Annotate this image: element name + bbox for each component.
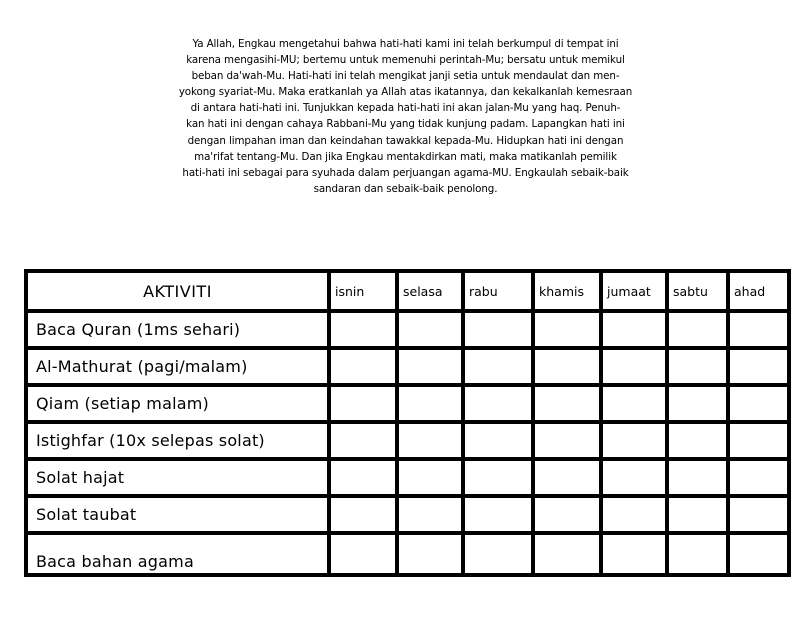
checkbox-cell[interactable] <box>533 385 601 422</box>
checkbox-cell[interactable] <box>329 422 397 459</box>
checkbox-cell[interactable] <box>667 459 728 496</box>
activity-column-header: AKTIVITI <box>26 271 329 311</box>
day-header-khamis: khamis <box>533 271 601 311</box>
checkbox-cell[interactable] <box>397 533 463 575</box>
checkbox-cell[interactable] <box>601 385 667 422</box>
checkbox-cell[interactable] <box>329 311 397 348</box>
prayer-line: hati-hati ini sebagai para syuhada dalam perjuangan agama-MU. Engkaulah sebaik-baik <box>182 166 629 179</box>
checkbox-cell[interactable] <box>533 459 601 496</box>
checkbox-cell[interactable] <box>601 533 667 575</box>
activity-label: Al-Mathurat (pagi/malam) <box>26 348 329 385</box>
prayer-line: Ya Allah, Engkau mengetahui bahwa hati-hati kami ini telah berkumpul di tempat ini <box>192 38 619 50</box>
checkbox-cell[interactable] <box>463 496 533 533</box>
checkbox-cell[interactable] <box>463 348 533 385</box>
activity-label: Solat taubat <box>26 496 329 533</box>
prayer-line: kan hati ini dengan cahaya Rabbani-Mu yang tidak kunjung padam. Lapangkan hati ini <box>186 118 625 131</box>
day-header-ahad: ahad <box>728 271 789 311</box>
prayer-line: dengan limpahan iman dan keindahan tawakkal kepada-Mu. Hidupkan hati ini dengan <box>187 134 624 147</box>
checkbox-cell[interactable] <box>329 348 397 385</box>
checkbox-cell[interactable] <box>533 348 601 385</box>
checkbox-cell[interactable] <box>463 533 533 575</box>
checkbox-cell[interactable] <box>667 496 728 533</box>
table-row <box>26 496 789 533</box>
checkbox-cell[interactable] <box>728 385 789 422</box>
checkbox-cell[interactable] <box>463 385 533 422</box>
day-header-isnin: isnin <box>329 271 397 311</box>
checkbox-cell[interactable] <box>728 311 789 348</box>
activity-label: Baca bahan agama <box>26 533 329 575</box>
prayer-line: di antara hati-hati ini. Tunjukkan kepada hati-hati ini akan jalan-Mu yang haq. Penuh- <box>190 102 621 115</box>
table-row <box>26 422 789 459</box>
checkbox-cell[interactable] <box>397 311 463 348</box>
checkbox-cell[interactable] <box>601 348 667 385</box>
checkbox-cell[interactable] <box>667 348 728 385</box>
checkbox-cell[interactable] <box>728 533 789 575</box>
table-row <box>26 311 789 348</box>
day-header-sabtu: sabtu <box>667 271 728 311</box>
checkbox-cell[interactable] <box>667 533 728 575</box>
checkbox-cell[interactable] <box>463 459 533 496</box>
checkbox-cell[interactable] <box>463 311 533 348</box>
table-row <box>26 533 789 575</box>
checkbox-cell[interactable] <box>329 496 397 533</box>
checkbox-cell[interactable] <box>397 422 463 459</box>
prayer-line: ma'rifat tentang-Mu. Dan jika Engkau mentakdirkan mati, maka matikanlah pemilik <box>194 150 617 163</box>
checkbox-cell[interactable] <box>533 311 601 348</box>
day-header-jumaat: jumaat <box>601 271 667 311</box>
table-header-row <box>26 271 789 311</box>
checkbox-cell[interactable] <box>533 533 601 575</box>
activity-label: Istighfar (10x selepas solat) <box>26 422 329 459</box>
checkbox-cell[interactable] <box>397 496 463 533</box>
activity-label: Solat hajat <box>26 459 329 496</box>
checkbox-cell[interactable] <box>728 496 789 533</box>
prayer-line: sandaran dan sebaik-baik penolong. <box>313 182 498 195</box>
checkbox-cell[interactable] <box>329 533 397 575</box>
checkbox-cell[interactable] <box>397 385 463 422</box>
checkbox-cell[interactable] <box>728 459 789 496</box>
table-row <box>26 459 789 496</box>
checkbox-cell[interactable] <box>329 459 397 496</box>
checkbox-cell[interactable] <box>397 348 463 385</box>
checkbox-cell[interactable] <box>533 422 601 459</box>
checkbox-cell[interactable] <box>601 496 667 533</box>
table-row <box>26 348 789 385</box>
checkbox-cell[interactable] <box>463 422 533 459</box>
checkbox-cell[interactable] <box>728 422 789 459</box>
prayer-line: karena mengasihi-MU; bertemu untuk memenuhi perintah-Mu; bersatu untuk memikul <box>186 54 625 67</box>
checkbox-cell[interactable] <box>601 311 667 348</box>
activity-label: Qiam (setiap malam) <box>26 385 329 422</box>
checkbox-cell[interactable] <box>533 496 601 533</box>
checkbox-cell[interactable] <box>667 311 728 348</box>
checkbox-cell[interactable] <box>601 459 667 496</box>
checkbox-cell[interactable] <box>397 459 463 496</box>
day-header-rabu: rabu <box>463 271 533 311</box>
checkbox-cell[interactable] <box>667 385 728 422</box>
activity-checklist-table <box>24 269 791 577</box>
table-row <box>26 385 789 422</box>
activity-label: Baca Quran (1ms sehari) <box>26 311 329 348</box>
day-header-selasa: selasa <box>397 271 463 311</box>
prayer-line: beban da'wah-Mu. Hati-hati ini telah mengikat janji setia untuk mendaulat dan men- <box>191 70 620 83</box>
checkbox-cell[interactable] <box>329 385 397 422</box>
checkbox-cell[interactable] <box>728 348 789 385</box>
checkbox-cell[interactable] <box>667 422 728 459</box>
checkbox-cell[interactable] <box>601 422 667 459</box>
prayer-text <box>98 36 713 197</box>
prayer-line: yokong syariat-Mu. Maka eratkanlah ya Allah atas ikatannya, dan kekalkanlah kemesraan <box>178 86 633 99</box>
